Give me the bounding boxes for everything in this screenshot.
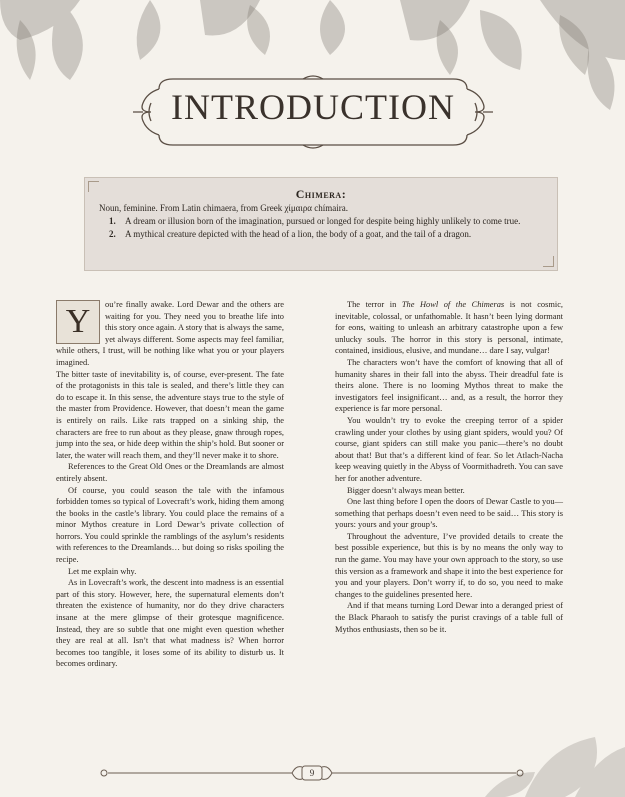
book-title: The Howl of the Chimeras xyxy=(401,300,505,309)
paragraph: References to the Great Old Ones or the Dreamlands are almost entirely absent. xyxy=(56,462,284,483)
title-frame xyxy=(133,73,493,151)
paragraph: Throughout the adventure, I’ve provided details to create the best possible experience, but this is by no means the only way to run the game. You may have your own approach to the story, so use this version as a framework and shape it into the best experience for you and your players. Don’t worry if, to do so, you need to make changes to the guidelines presented here. xyxy=(335,531,563,599)
paragraph: And if that means turning Lord Dewar into a deranged priest of the Black Pharaoh to satisfy the purist cravings of a table full of Mythos enthusiasts, then so be it. xyxy=(335,601,563,634)
paragraph: The characters won’t have the comfort of knowing that all of humanity shares in their fall into the abyss. Their dreadful fate is theirs alone. There is no looming Mythos threat to make the investigators feel insignificant… and, as a result, the horror they experience is far more personal. xyxy=(335,357,563,414)
paragraph: One last thing before I open the doors of Dewar Castle to you—something that perhaps doesn’t even need to be said… This story is yours: yours and your group’s. xyxy=(335,497,563,530)
definition-term: Chimera: xyxy=(295,187,347,201)
paragraph: As in Lovecraft’s work, the descent into madness is an essential part of this story. However, here, the supernatural elements don’t threaten the existence of humanity, nor do they drive characters insane at the mere glimpse of their grotesque magnificence. Instead, they are so subtle that one might even question whether they are real at all. Isn’t that what madness is? When horror becomes too tangible, it loses some of its ability to disturb us. It becomes ordinary. xyxy=(56,578,284,669)
entry-text: A dream or illusion born of the imagination, pursued or longed for despite being highly unlikely to come true. xyxy=(125,216,521,226)
definition-box xyxy=(84,177,558,271)
paragraph-text: The terror in xyxy=(347,300,402,309)
paragraph: Of course, you could season the tale with the infamous forbidden tomes so typical of Lovecraft’s work, hiding them among the books in the castle’s library. You could place the remains of a minor Mythos creature in Lord Dewar’s private collection of horrors. You could sprinkle the ramblings of the asylum’s residents with references to the Dreamlands… but doing so risks spoiling the recipe. xyxy=(56,485,284,565)
left-column xyxy=(56,299,284,670)
entry-text: A mythical creature depicted with the head of a lion, the body of a goat, and the tail of a dragon. xyxy=(125,229,472,239)
definition-etymology: Noun, feminine. From Latin chimaera, from Greek χίμαιρα chímaira. xyxy=(99,203,349,213)
paragraph: You wouldn’t try to evoke the creeping terror of a spider crawling under your clothes by using giant spiders, would you? Of course, giant spiders can still make you panic—there’s no doubt about that! But that’s a different kind of fear. So let Atlach-Nacha keep weaving quietly in the Abyss of Voormithadreth. You can save her for another adventure. xyxy=(335,415,563,483)
paragraph-text: ou’re finally awake. Lord Dewar and the others are waiting for you. They need you to breathe life into this story once again. A story that is always the same, yet always different. Some aspects may feel familiar, while others, I trust, will be nothing like what you or your players imagined. xyxy=(56,300,284,367)
drop-cap: Y xyxy=(56,300,100,344)
paragraph: Let me explain why. xyxy=(68,566,137,576)
paragraph: The bitter taste of inevitability is, of course, ever-present. The fate of the protagonists in this tale is sealed, and there’s little they can do to escape it. In this sense, the adventure stays true to the style of the master from Providence. However, that doesn’t mean the game is entirely on rails. Like rats trapped on a sinking ship, the characters are free to run about as they please, gnaw through ropes, jump into the sea, or hide deep within the ship’s hold. But sooner or later, the water will reach them, and they’ll never make it to shore. xyxy=(56,369,284,460)
entry-number: 1. xyxy=(109,216,116,226)
paragraph xyxy=(56,299,284,369)
entry-number: 2. xyxy=(109,229,116,239)
right-column xyxy=(335,299,563,635)
paragraph: Bigger doesn’t always mean better. xyxy=(347,485,465,495)
page-footer xyxy=(96,765,528,781)
paragraph xyxy=(335,299,563,357)
page-number: 9 xyxy=(309,768,315,778)
definition-entry xyxy=(99,216,547,227)
definition-entry xyxy=(99,229,547,240)
definition-list xyxy=(99,216,547,242)
paragraph-text: is not cosmic, inevitable, colossal, or unfathomable. It hasn’t been lying dormant for eons, waiting to unleash an arbitrary catastrophe upon a few unlucky souls. The horror in this story is personal, intimate, contained, insidious, elusive, and mundane… dare I say, vulgar! xyxy=(335,300,564,356)
page-title: INTRODUCTION xyxy=(171,87,455,127)
